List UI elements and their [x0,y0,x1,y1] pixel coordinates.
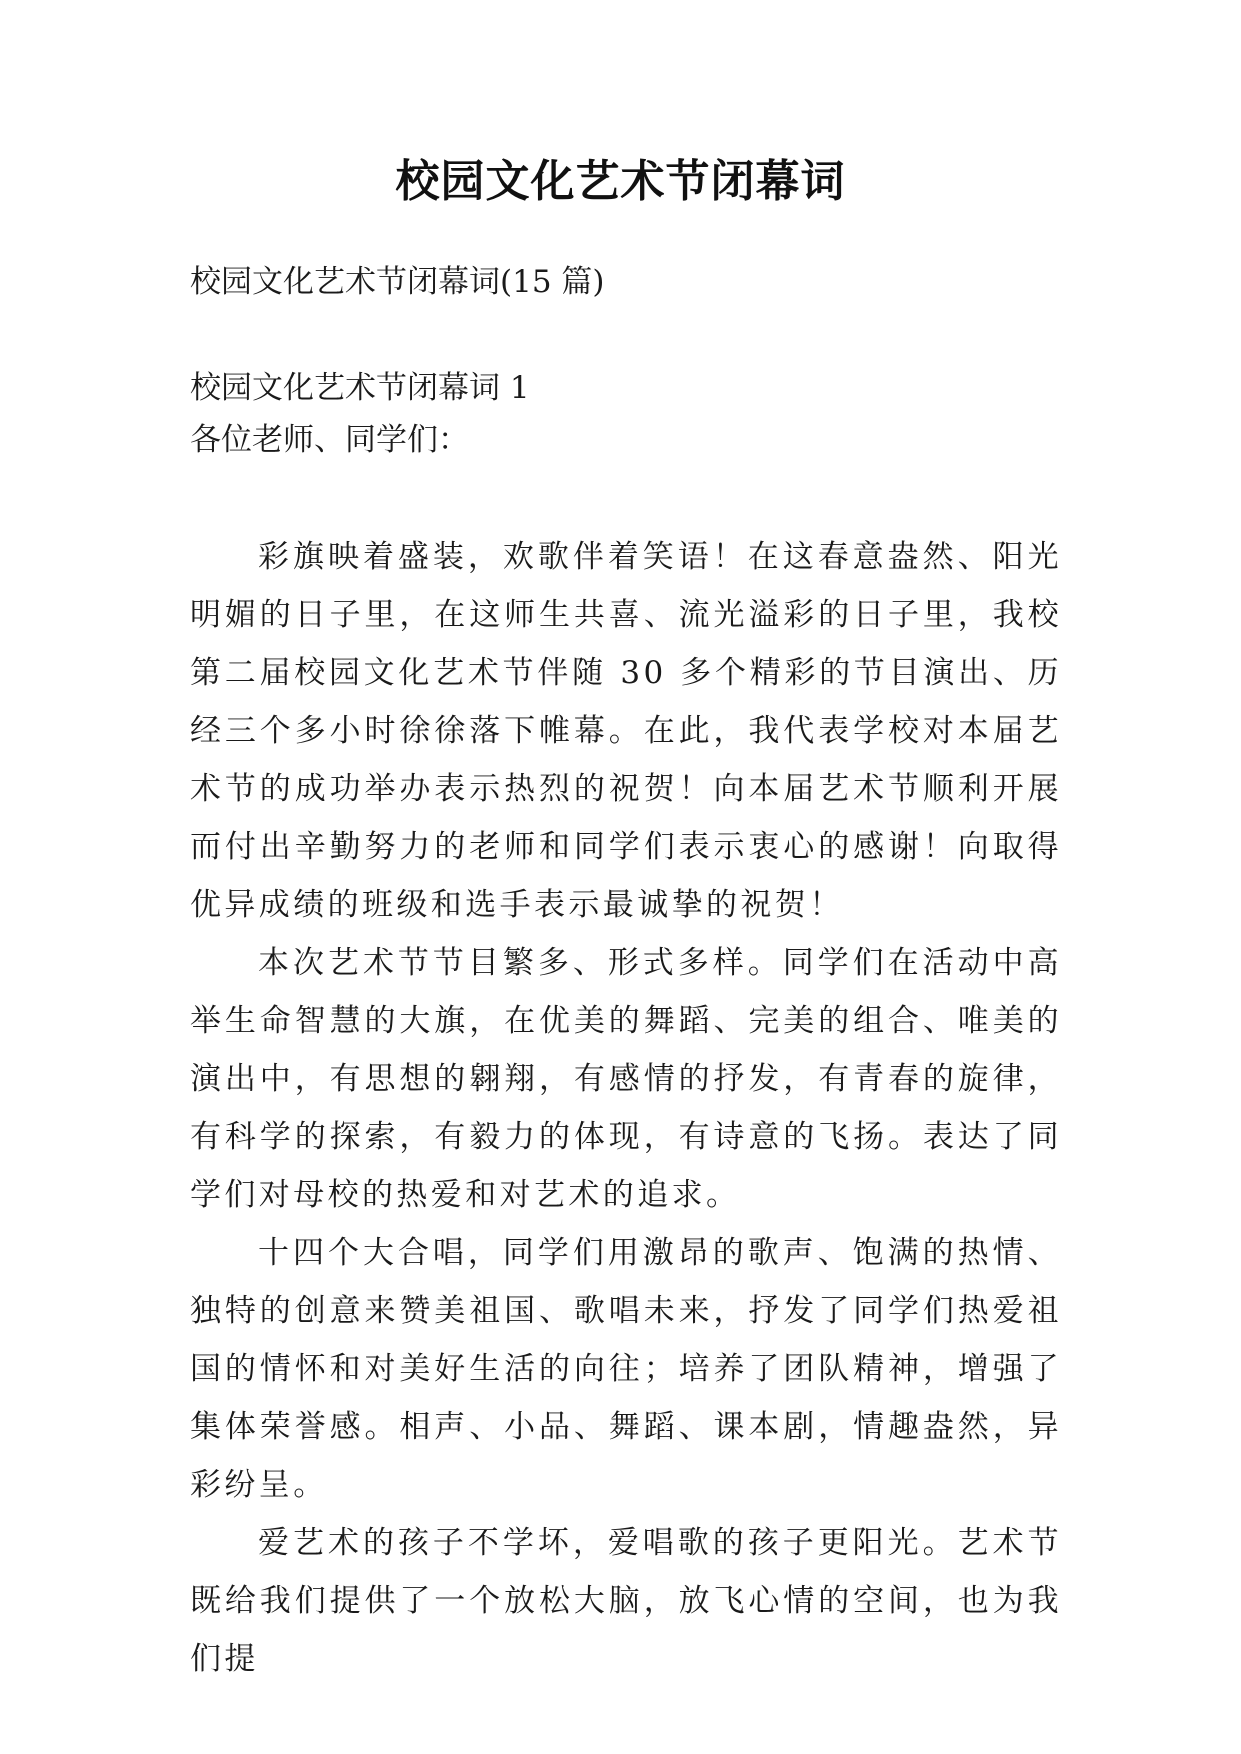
paragraph: 本次艺术节节目繁多、形式多样。同学们在活动中高举生命智慧的大旗，在优美的舞蹈、完美的组合、唯美的演出中，有思想的翱翔，有感情的抒发，有青春的旋律，有科学的探索，有毅力的体现，有诗意的飞扬。表达了同学们对母校的热爱和对艺术的追求。 [190,945,1062,1213]
section-heading: 校园文化艺术节闭幕词 1 [190,370,530,406]
paragraph: 爱艺术的孩子不学坏，爱唱歌的孩子更阳光。艺术节既给我们提供了一个放松大脑，放飞心情的空间，也为我们提 [190,1525,1062,1677]
document-title: 校园文化艺术节闭幕词 [395,156,846,207]
paragraph: 十四个大合唱，同学们用激昂的歌声、饱满的热情、独特的创意来赞美祖国、歌唱未来，抒发了同学们热爱祖国的情怀和对美好生活的向往；培养了团队精神，增强了集体荣誉感。相声、小品、舞蹈、课本剧，情趣盎然，异彩纷呈。 [190,1235,1062,1503]
paragraph: 彩旗映着盛装，欢歌伴着笑语！在这春意盎然、阳光明媚的日子里，在这师生共喜、流光溢彩的日子里，我校第二届校园文化艺术节伴随 30 多个精彩的节目演出、历经三个多小时徐徐落下帷幕。在此，我代表学校对本届艺术节的成功举办表示热烈的祝贺！向本届艺术节顺利开展而付出辛勤努力的老师和同学们表示衷心的感谢！向取得优异成绩的班级和选手表示最诚挚的祝贺！ [190,539,1062,923]
body-text [190,528,1062,1688]
document-subtitle: 校园文化艺术节闭幕词(15 篇) [190,264,605,300]
salutation: 各位老师、同学们： [190,422,469,458]
